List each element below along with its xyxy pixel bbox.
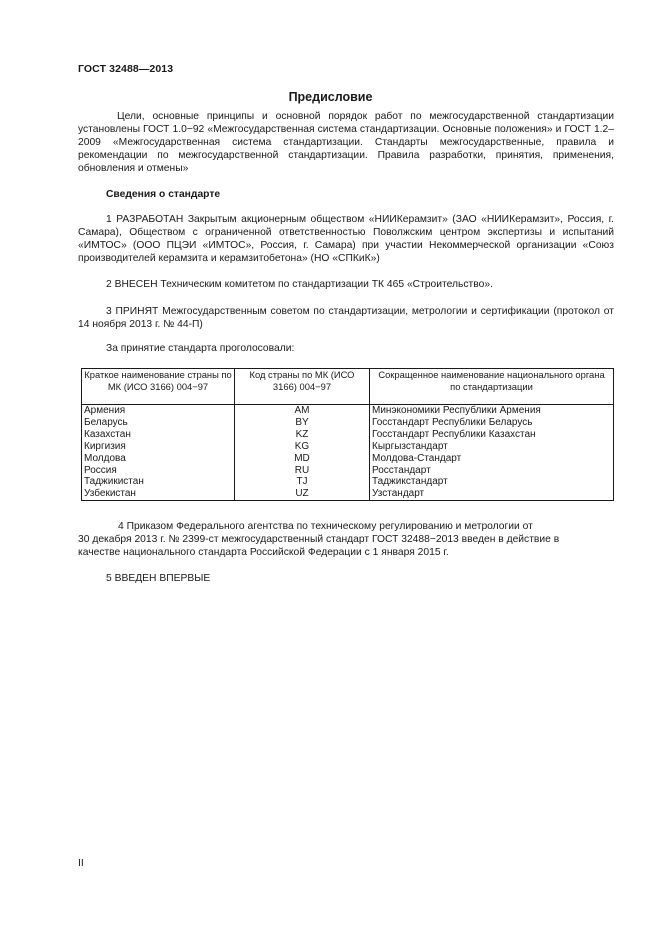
item-4-line-2: 30 декабря 2013 г. № 2399-ст межгосударственный стандарт ГОСТ 32488−2013 введен в действие в xyxy=(78,534,560,545)
vote-intro: За принятие стандарта проголосовали: xyxy=(106,343,295,354)
section-title: Предисловие xyxy=(288,90,373,104)
item-5-first-introduced: 5 ВВЕДЕН ВПЕРВЫЕ xyxy=(106,573,211,584)
cell-code: KG xyxy=(235,441,370,453)
cell-standards-body: Минэкономики Республики Армения xyxy=(370,405,614,417)
item-2-submitted-by: 2 ВНЕСЕН Техническим комитетом по стандартизации ТК 465 «Строительство». xyxy=(106,279,493,290)
item-4-line-3: качестве национального стандарта Российской Федерации с 1 января 2015 г. xyxy=(78,547,449,558)
table-row xyxy=(82,405,614,417)
cell-standards-body: Росстандарт xyxy=(370,465,614,477)
cell-country: Россия xyxy=(82,465,235,477)
table-row xyxy=(82,441,614,453)
cell-country: Киргизия xyxy=(82,441,235,453)
header-country-code: Код страны по МК (ИСО 3166) 004−97 xyxy=(235,369,370,405)
table-row xyxy=(82,429,614,441)
cell-code: KZ xyxy=(235,429,370,441)
page-number: II xyxy=(78,857,84,869)
table-row xyxy=(82,465,614,477)
cell-code: AM xyxy=(235,405,370,417)
table-row xyxy=(82,476,614,488)
cell-standards-body: Кыргызстандарт xyxy=(370,441,614,453)
cell-country: Таджикистан xyxy=(82,476,235,488)
subsection-heading: Сведения о стандарте xyxy=(106,189,221,200)
item-1-developed-by: 1 РАЗРАБОТАН Закрытым акционерным обществом «НИИКерамзит» (ЗАО «НИИКерамзит», Россия, г. Самара), Обществом с ограниченной ответственностью Поволжским центром экспертизы и испытаний «ИМТОС» (ООО ПЦЭИ «ИМТОС», Россия, г. Самара) при участии Некоммерческой организации «Союз производителей керамзита и керамзитобетона» (НО «СПКиК») xyxy=(78,214,614,264)
table-header-row xyxy=(82,369,614,405)
cell-code: TJ xyxy=(235,476,370,488)
voting-countries-table xyxy=(81,368,614,501)
cell-country: Армения xyxy=(82,405,235,417)
cell-standards-body: Молдова-Стандарт xyxy=(370,453,614,465)
header-standards-body: Сокращенное наименование национального органа по стандартизации xyxy=(370,369,614,405)
header-country-name: Краткое наименование страны по МК (ИСО 3166) 004−97 xyxy=(82,369,235,405)
cell-code: BY xyxy=(235,417,370,429)
table-row xyxy=(82,417,614,429)
cell-code: MD xyxy=(235,453,370,465)
cell-standards-body: Узстандарт xyxy=(370,488,614,500)
cell-code: UZ xyxy=(235,488,370,500)
table-row xyxy=(82,453,614,465)
item-4-line-1: 4 Приказом Федерального агентства по техническому регулированию и метрологии от xyxy=(118,521,533,532)
table-row xyxy=(82,488,614,500)
cell-standards-body: Госстандарт Республики Казахстан xyxy=(370,429,614,441)
document-header: ГОСТ 32488—2013 xyxy=(78,63,174,75)
cell-country: Беларусь xyxy=(82,417,235,429)
cell-country: Узбекистан xyxy=(82,488,235,500)
intro-paragraph: Цели, основные принципы и основной порядок работ по межгосударственной стандартизации установлены ГОСТ 1.0−92 «Межгосударственная система стандартизации. Основные положения» и ГОСТ 1.2–2009 «Межгосударственная система стандартизации. Стандарты межгосударственные, правила и рекомендации по межгосударственной стандартизации. Правила разработки, принятия, применения, обновления и отмены» xyxy=(78,111,614,174)
cell-standards-body: Таджикстандарт xyxy=(370,476,614,488)
item-3-adopted-by: 3 ПРИНЯТ Межгосударственным советом по стандартизации, метрологии и сертификации (протокол от 14 ноября 2013 г. № 44-П) xyxy=(78,306,614,330)
cell-country: Молдова xyxy=(82,453,235,465)
cell-code: RU xyxy=(235,465,370,477)
cell-country: Казахстан xyxy=(82,429,235,441)
cell-standards-body: Госстандарт Республики Беларусь xyxy=(370,417,614,429)
